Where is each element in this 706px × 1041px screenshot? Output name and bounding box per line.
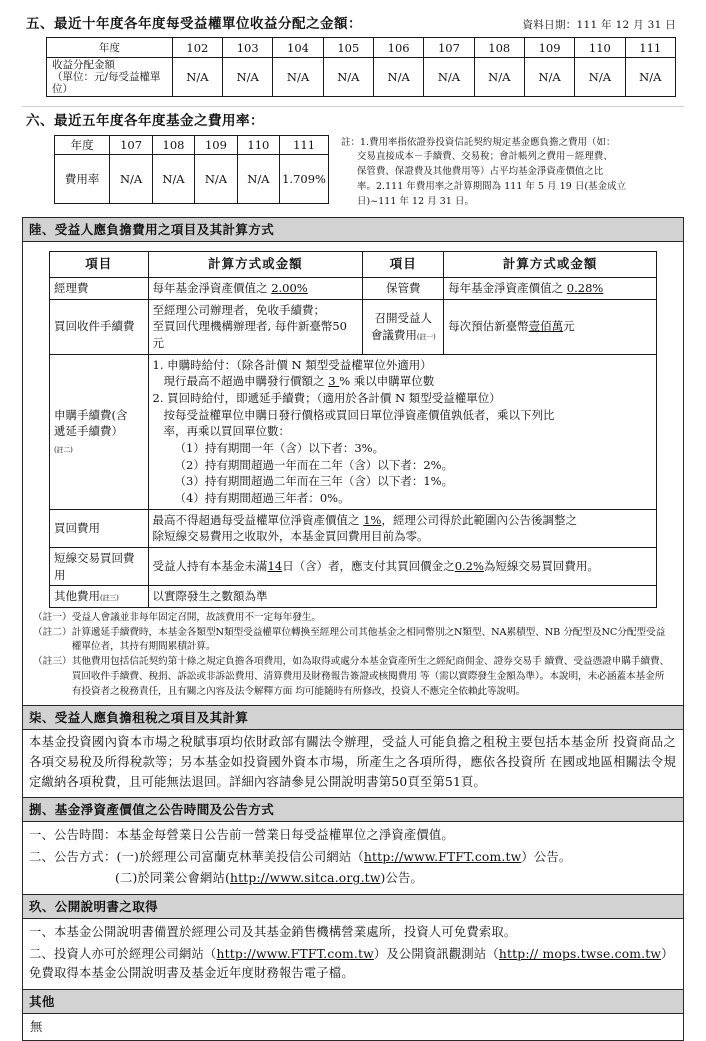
year-cell: 109 bbox=[524, 38, 574, 58]
table-row bbox=[47, 38, 676, 58]
expense-ratio-value-cell: N/A bbox=[152, 154, 194, 203]
fee-calc-text: 日（含）者，應支付其買回價金之 bbox=[282, 559, 455, 574]
section-six-title: 六、最近五年度各年度基金之費用率： bbox=[26, 113, 264, 130]
fee-calc-line: 按每受益權單位申購日發行價格或買回日單位淨資產價值孰低者，乘以下列比 bbox=[163, 407, 555, 422]
expense-ratio-row-header: 年度 bbox=[55, 135, 110, 154]
management-fee-rate: 2.00% bbox=[271, 280, 308, 295]
fee-calc-line: 1. 申購時給付：（除各計價 N 類型受益權單位外適用） bbox=[152, 357, 432, 372]
distribution-value-cell: N/A bbox=[172, 58, 222, 97]
section-five bbox=[22, 14, 684, 101]
nav-announce-text: ）公告。 bbox=[521, 849, 572, 864]
holding-period-rate-line: （3）持有期間超過二年而在三年（含）以下者：1%。 bbox=[174, 474, 454, 489]
fee-calc-text: 為短線交易買回費用。 bbox=[483, 559, 599, 574]
holding-period-rate-line: （4）持有期間超過三年者：0%。 bbox=[174, 490, 350, 505]
holding-period-rate-line: （1）持有期間一年（含）以下者：3%。 bbox=[174, 440, 385, 455]
table-row bbox=[50, 547, 657, 585]
fee-item-short-term-trading: 短線交易買回費用 bbox=[50, 547, 149, 585]
tax-paragraph-line: 投資商品之各項交易稅及所得稅款等；另本基金如投資國外資本市場，所產生之各項所得，應依各投資所 bbox=[29, 735, 676, 770]
nav-announce-text: )公告。 bbox=[380, 871, 424, 886]
short-term-fee-rate: 0.2% bbox=[454, 559, 484, 574]
footnote bbox=[33, 611, 673, 626]
fee-table-header-item: 項目 bbox=[50, 251, 149, 277]
year-cell: 111 bbox=[625, 38, 675, 58]
fee-item-line: 申購手續費(含 bbox=[54, 407, 128, 422]
fee-item-other bbox=[50, 586, 149, 608]
section-jiu-body bbox=[23, 919, 683, 989]
fee-calc-custodian bbox=[444, 277, 657, 299]
year-cell: 108 bbox=[152, 135, 194, 154]
meeting-cost-amount: 壹佰萬 bbox=[528, 319, 564, 334]
custodian-fee-rate: 0.28% bbox=[566, 280, 604, 295]
expense-ratio-note-line: 保管費、保證費及其他費用等）占平均基金淨資產價值之比 bbox=[357, 166, 604, 178]
year-cell: 103 bbox=[223, 38, 273, 58]
fee-table-header-calc: 計算方式或金額 bbox=[148, 251, 363, 277]
footnote-marker: (註三) bbox=[100, 594, 119, 603]
section-lu-body bbox=[23, 242, 683, 706]
fee-item-line: 遞延手續費） bbox=[54, 424, 123, 439]
note-text: 費用率指依證券投資信託契約規定基金應負擔之費用（如： bbox=[369, 136, 616, 148]
year-cell: 111 bbox=[280, 135, 329, 154]
section-five-title: 五、最近十年度各年度每受益權單位收益分配之金額： bbox=[26, 16, 362, 32]
expense-ratio-note-line: 日)~111 年 12 月 31 日。 bbox=[357, 196, 474, 207]
holding-period-rate-line: （2）持有期間超過一年而在二年（含）以下者：2%。 bbox=[174, 457, 454, 472]
year-cell: 110 bbox=[237, 135, 279, 154]
distribution-value-cell: N/A bbox=[474, 58, 524, 97]
mops-website-link[interactable]: http:// mops.twse.com.tw bbox=[498, 946, 662, 961]
fee-calc-text: 元 bbox=[563, 319, 575, 334]
section-lu-bar: 陸、受益人應負擔費用之項目及其計算方式 bbox=[23, 218, 683, 242]
table-header-row bbox=[50, 251, 657, 277]
nav-announce-text: 二、公告方式：(一)於經理公司富蘭克林華美投信公司網站（ bbox=[29, 849, 364, 864]
fee-table-footnotes bbox=[29, 608, 677, 701]
distribution-value-cell: N/A bbox=[273, 58, 323, 97]
fee-calc-management bbox=[148, 277, 363, 299]
fee-calc-text: 每年基金淨資產價值之 bbox=[448, 280, 567, 295]
fee-calc-text: ，經理公司得於此範圍內公告後調整之 bbox=[381, 512, 577, 527]
table-row bbox=[50, 354, 657, 509]
expense-ratio-value-cell: N/A bbox=[237, 154, 279, 203]
note-lead: 註：1. bbox=[341, 136, 370, 148]
footnote-marker: (註二) bbox=[54, 445, 73, 454]
data-date-label: 資料日期：111 年 12 月 31 日 bbox=[522, 19, 676, 31]
tax-paragraph-line: 本基金投資國內資本市場之稅賦事項均依財政部有關法令辦理，受益人可能負擔之租稅主要包括本基金所 bbox=[29, 735, 609, 750]
expense-ratio-value-cell: N/A bbox=[195, 154, 237, 203]
year-cell: 106 bbox=[374, 38, 424, 58]
prospectus-download bbox=[23, 944, 683, 985]
fee-item-management: 經理費 bbox=[50, 277, 149, 299]
year-cell: 107 bbox=[110, 135, 152, 154]
distribution-value-cell: N/A bbox=[524, 58, 574, 97]
short-term-holding-days: 14 bbox=[267, 559, 283, 574]
section-six bbox=[22, 110, 684, 209]
distribution-amount-label-line2: （單位：元/每受益權單位） bbox=[52, 71, 161, 96]
footnote-line: 計算遞延手續費時，本基金各類型N類型受益權單位轉換至經理公司其他基金之相同幣別之N類型、NA累積型、NB bbox=[71, 626, 561, 638]
footnote-text bbox=[72, 655, 673, 699]
expense-ratio-note-line: 交易直接成本－手續費、交易稅；會計帳列之費用－經理費、 bbox=[357, 151, 613, 163]
footnote-text: 受益人會議並非每年固定召開，故該費用不一定每年發生。 bbox=[71, 611, 322, 623]
fee-calc-line: 2. 買回時給付，即遞延手續費；（適用於各計價 N 類型受益權單位） bbox=[152, 390, 501, 405]
expense-ratio-table bbox=[54, 135, 329, 204]
footnote bbox=[33, 626, 673, 655]
ftft-website-link[interactable]: http://www.FTFT.com.tw bbox=[216, 946, 374, 961]
footnote-tag: （註二） bbox=[33, 626, 72, 638]
expense-ratio-note bbox=[341, 135, 661, 210]
year-cell: 105 bbox=[323, 38, 373, 58]
prospectus-text: 二、投資人亦可於經理公司網站（ bbox=[29, 946, 217, 961]
section-qi-body bbox=[23, 730, 683, 797]
year-cell: 108 bbox=[474, 38, 524, 58]
expense-ratio-value-cell: N/A bbox=[110, 154, 152, 203]
distribution-amount-label bbox=[47, 58, 173, 97]
year-cell: 104 bbox=[273, 38, 323, 58]
footnote-line: 等（需以實際發生金額為準）。本說明，未必涵蓋本基金所有投資者之稅務責任，且有關之內容及法令解釋方面 bbox=[71, 670, 665, 697]
fee-calc-line bbox=[153, 513, 577, 527]
fee-item-line: 其他費用 bbox=[54, 589, 100, 604]
footnote bbox=[33, 655, 673, 699]
expense-ratio-value-cell: 1.709% bbox=[280, 154, 329, 203]
fee-calc-subscription bbox=[148, 354, 656, 509]
fee-calc-line: 率，再乘以買回單位數： bbox=[163, 424, 291, 439]
fee-item-line: 召開受益人 bbox=[374, 310, 432, 325]
table-row bbox=[50, 509, 657, 547]
beneficiary-fee-table bbox=[49, 251, 657, 608]
distribution-value-cell: N/A bbox=[424, 58, 474, 97]
nav-announce-method-1 bbox=[23, 847, 683, 869]
footnote-line: 分配型及NC分配型受益權單位者，其持有期間累積計算。 bbox=[71, 626, 666, 653]
distribution-amount-label-line1: 收益分配金額 bbox=[52, 59, 115, 72]
fee-calc-line: 至經理公司辦理者，免收手續費； bbox=[152, 302, 326, 317]
subscription-fee-rate: 3 bbox=[328, 374, 340, 389]
table-row bbox=[55, 135, 329, 154]
fee-calc-other: 以實際發生之數額為準 bbox=[148, 586, 656, 608]
fee-calc-text: 最高不得超過每受益權單位淨資產價值之 bbox=[152, 512, 364, 527]
fee-calc-text: 現行最高不超過申購發行價額之 bbox=[163, 374, 329, 389]
fee-table-header-calc-2: 計算方式或金額 bbox=[444, 251, 657, 277]
distribution-value-cell: N/A bbox=[323, 58, 373, 97]
footnote-tag: （註三） bbox=[33, 656, 72, 668]
distribution-value-cell: N/A bbox=[374, 58, 424, 97]
fee-item-redemption: 買回費用 bbox=[50, 509, 149, 547]
year-cell: 107 bbox=[424, 38, 474, 58]
table-row bbox=[55, 154, 329, 203]
fee-item-beneficiary-meeting bbox=[363, 299, 444, 354]
table-row bbox=[47, 58, 676, 97]
fee-item-redemption-handling: 買回收件手續費 bbox=[50, 299, 149, 354]
tax-paragraph-line: 在國或地區相關法令規定繳納各項稅費，且可能無法退回。詳細內容請參見公開說明書第50頁至第51頁。 bbox=[29, 755, 676, 790]
section-other-body: 無 bbox=[30, 1020, 43, 1035]
expense-ratio-note-line: 率。2.111 年費用率之計算期間為 111 年 5 月 19 日(基金成立 bbox=[357, 181, 627, 193]
fee-calc-redemption bbox=[148, 509, 656, 547]
fee-calc-beneficiary-meeting bbox=[444, 299, 657, 354]
distribution-table-row-header: 年度 bbox=[47, 38, 173, 58]
table-row bbox=[50, 277, 657, 299]
footnote-line: 其他費用包括信託契約第十條之規定負擔各項費用，如為取得或處分本基金資產所生之經紀商佣金、證券交易手 bbox=[71, 656, 542, 668]
section-divider bbox=[22, 106, 684, 107]
ftft-website-link[interactable]: http://www.FTFT.com.tw bbox=[363, 849, 522, 864]
fee-calc-text: % 乘以申購單位數 bbox=[339, 374, 435, 389]
nav-announce-method-2 bbox=[23, 868, 683, 890]
fee-calc-line: 除短線交易費用之收取外，本基金買回費用目前為零。 bbox=[152, 529, 429, 544]
section-ba-bar: 捌、基金淨資產價值之公告時間及公告方式 bbox=[23, 797, 683, 822]
fee-table-header-item-2: 項目 bbox=[363, 251, 444, 277]
section-jiu-bar: 玖、公開說明書之取得 bbox=[23, 894, 683, 919]
distribution-table bbox=[46, 37, 676, 97]
nav-announce-text: (二)於同業公會網站( bbox=[115, 871, 230, 886]
section-ba-body bbox=[23, 822, 683, 894]
framed-sections bbox=[22, 217, 684, 1041]
prospectus-text: ）免費取得本基金公開說明書及基金近年度財務報告電子檔。 bbox=[29, 946, 674, 981]
footnote-tag: （註一） bbox=[33, 611, 72, 623]
fee-item-line: 會議費用 bbox=[370, 327, 417, 342]
prospectus-text: ）及公開資訊觀測站（ bbox=[373, 946, 499, 961]
sitca-website-link[interactable]: http://www.sitca.org.tw bbox=[229, 871, 381, 886]
section-qi-bar: 柒、受益人應負擔租稅之項目及其計算 bbox=[23, 705, 683, 730]
fee-calc-line bbox=[153, 373, 652, 390]
fee-calc-text: 每年基金淨資產價值之 bbox=[152, 280, 272, 295]
fee-calc-text: 受益人持有本基金未滿 bbox=[152, 559, 268, 574]
footnote-line: 續費、受益憑證申購手續費、買回收件手續費、稅捐、訴訟或非訴訟費用、清算費用及財務報告簽證或核閱費用 bbox=[71, 656, 670, 682]
year-cell: 109 bbox=[195, 135, 237, 154]
fee-item-custodian: 保管費 bbox=[363, 277, 444, 299]
nav-announce-time: 一、公告時間：本基金每營業日公告前一營業日每受益權單位之淨資產價值。 bbox=[29, 828, 454, 843]
distribution-value-cell: N/A bbox=[625, 58, 675, 97]
fee-calc-short-term-trading bbox=[148, 547, 656, 585]
distribution-value-cell: N/A bbox=[223, 58, 273, 97]
footnote-marker: (註一) bbox=[416, 332, 436, 341]
year-cell: 110 bbox=[575, 38, 625, 58]
fee-item-subscription bbox=[50, 354, 149, 509]
footnote-text bbox=[72, 626, 673, 655]
table-row bbox=[50, 586, 657, 608]
expense-ratio-note-line bbox=[341, 136, 661, 151]
prospectus-availability: 一、本基金公開說明書備置於經理公司及其基金銷售機構營業處所，投資人可免費索取。 bbox=[29, 925, 517, 940]
fee-calc-line: 至買回代理機構辦理者, 每件新臺幣50 元 bbox=[152, 319, 347, 350]
table-row bbox=[50, 299, 657, 354]
section-other-bar: 其他 bbox=[23, 989, 683, 1014]
fee-calc-redemption-handling bbox=[148, 299, 363, 354]
distribution-value-cell: N/A bbox=[575, 58, 625, 97]
year-cell: 102 bbox=[172, 38, 222, 58]
expense-ratio-label: 費用率 bbox=[55, 154, 110, 203]
redemption-fee-rate: 1% bbox=[363, 512, 382, 527]
section-five-header bbox=[22, 14, 684, 37]
footnote-line: 均可能隨時有所修改，投資人不應完全依賴此等說明。 bbox=[295, 685, 526, 697]
fee-calc-text: 每次預估新臺幣 bbox=[448, 319, 529, 334]
